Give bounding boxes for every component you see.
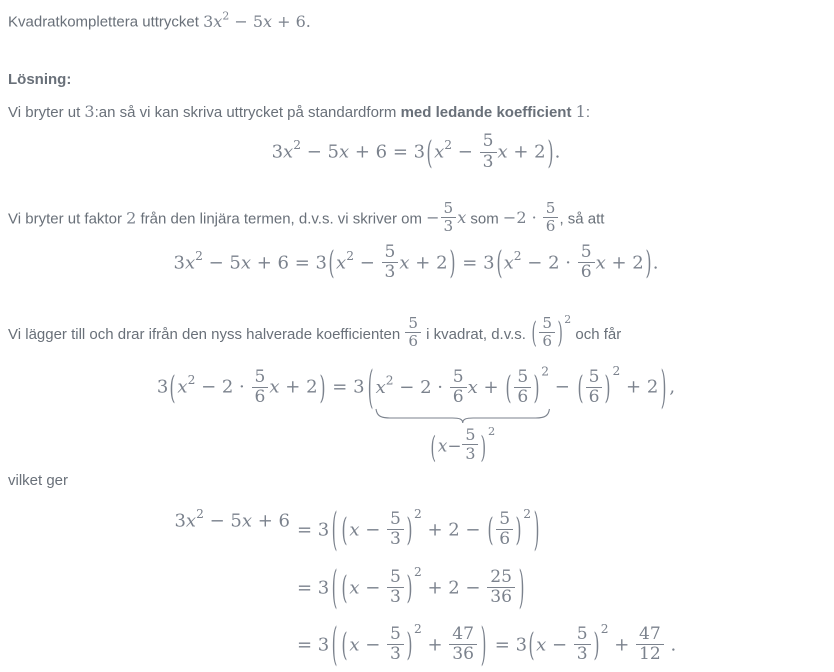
math-superscript: 2 bbox=[195, 248, 203, 263]
math-superscript: 2 bbox=[413, 564, 422, 579]
fraction-denominator: 12 bbox=[636, 644, 664, 664]
parenthesis: ) bbox=[449, 244, 456, 283]
inline-math bbox=[576, 102, 586, 121]
parenthesis: ( bbox=[430, 429, 437, 465]
math-variable: x bbox=[185, 510, 197, 532]
fraction-numerator: 5 bbox=[254, 366, 266, 387]
fraction-denominator: 36 bbox=[487, 587, 515, 607]
math-text: + 2 bbox=[620, 377, 659, 399]
inline-math bbox=[530, 313, 572, 351]
fraction-denominator: 6 bbox=[405, 332, 421, 350]
fraction-numerator: 5 bbox=[452, 366, 464, 387]
parenthesis: ) bbox=[480, 619, 487, 672]
inline-math bbox=[426, 198, 467, 235]
parenthesis: ( bbox=[341, 626, 348, 665]
step3-text bbox=[8, 312, 824, 350]
underbrace-group bbox=[375, 364, 550, 465]
parenthesis: ( bbox=[331, 562, 338, 615]
fraction-numerator: 5 bbox=[576, 624, 588, 645]
math-variable: x bbox=[240, 252, 252, 274]
fraction bbox=[578, 243, 595, 282]
math-variable: x bbox=[503, 252, 514, 274]
math-superscript: 2 bbox=[564, 313, 572, 327]
fraction bbox=[252, 368, 269, 407]
fraction bbox=[405, 315, 421, 350]
fraction-numerator: 5 bbox=[580, 241, 592, 262]
math-superscript: 2 bbox=[385, 373, 394, 388]
text-run: i kvadrat, d.v.s. bbox=[422, 325, 531, 343]
math-superscript: 2 bbox=[600, 621, 609, 636]
math-variable: x bbox=[283, 142, 294, 164]
fraction-numerator: 5 bbox=[408, 314, 419, 333]
math-text: − bbox=[359, 519, 387, 541]
parenthesis: ( bbox=[487, 512, 494, 550]
text-run: Vi lägger till och drar ifrån den nyss halverade koefficienten bbox=[8, 325, 405, 343]
math-text: + 2 − bbox=[421, 519, 487, 541]
parenthesis: ( bbox=[577, 369, 584, 407]
math-text: 3 bbox=[203, 11, 214, 31]
math-text: + 6. bbox=[272, 11, 311, 31]
math-variable: x bbox=[595, 252, 606, 274]
bold-text-run: med ledande koefficient bbox=[400, 103, 576, 121]
math-text: − bbox=[359, 634, 387, 656]
math-superscript: 2 bbox=[196, 507, 204, 522]
math-variable: x bbox=[338, 142, 350, 164]
underbrace-content bbox=[375, 364, 550, 407]
math-variable: x bbox=[399, 252, 410, 274]
fraction-numerator: 5 bbox=[443, 198, 454, 217]
parenthesis: ( bbox=[328, 244, 335, 283]
math-text: 3 bbox=[271, 142, 284, 164]
math-text: = 3 bbox=[297, 577, 330, 599]
fraction-denominator: 3 bbox=[387, 587, 404, 607]
fraction-denominator: 3 bbox=[462, 444, 478, 463]
equation-step2 bbox=[8, 243, 824, 282]
math-text: − bbox=[426, 208, 440, 228]
fraction-denominator: 6 bbox=[514, 387, 531, 407]
fraction-denominator: 3 bbox=[387, 529, 404, 549]
math-text: = 3 bbox=[489, 634, 528, 656]
fraction bbox=[441, 200, 457, 235]
math-superscript: 2 bbox=[222, 9, 230, 22]
parenthesis: ) bbox=[605, 369, 611, 407]
equation-rhs bbox=[297, 504, 542, 558]
math-variable: x bbox=[467, 377, 478, 399]
solution-heading: Lösning: bbox=[8, 71, 72, 89]
fraction-denominator: 3 bbox=[574, 644, 591, 664]
fraction-numerator: 47 bbox=[639, 624, 661, 645]
parenthesis: ( bbox=[341, 569, 348, 607]
math-text: + 6 = 3 bbox=[349, 142, 426, 164]
text-run: som bbox=[466, 210, 503, 228]
math-text: + bbox=[421, 634, 449, 656]
fraction-denominator: 6 bbox=[252, 387, 269, 407]
math-variable: x bbox=[375, 377, 386, 399]
fraction bbox=[487, 568, 515, 607]
parenthesis: ) bbox=[593, 626, 600, 665]
math-text: 3 bbox=[84, 101, 95, 121]
text-run: Vi bryter ut bbox=[8, 103, 85, 121]
math-variable: x bbox=[497, 142, 508, 164]
math-text: − bbox=[452, 142, 479, 164]
fraction-denominator: 6 bbox=[578, 262, 595, 282]
fraction-denominator: 6 bbox=[496, 529, 513, 549]
math-text: + 6 = 3 bbox=[251, 252, 327, 274]
equation-row bbox=[8, 619, 824, 672]
math-text: , bbox=[669, 377, 676, 399]
equation-rhs bbox=[297, 562, 527, 615]
math-text: = 3 bbox=[297, 519, 330, 541]
fraction bbox=[543, 200, 559, 235]
parenthesis: ) bbox=[518, 562, 525, 615]
math-variable: x bbox=[213, 11, 223, 31]
fraction-numerator: 5 bbox=[390, 509, 401, 530]
math-text: − bbox=[546, 634, 573, 656]
math-text: 3 bbox=[156, 377, 169, 399]
math-variable: x bbox=[457, 208, 467, 228]
parenthesis: ( bbox=[341, 512, 348, 550]
math-text: . bbox=[554, 142, 561, 164]
parenthesis: ) bbox=[645, 244, 652, 283]
parenthesis: ) bbox=[533, 369, 540, 407]
step2-text bbox=[8, 200, 824, 235]
math-text: − bbox=[549, 377, 576, 399]
text-run: , så att bbox=[559, 210, 605, 228]
math-text: −2 · bbox=[502, 208, 542, 228]
math-variable: x bbox=[241, 510, 253, 532]
math-superscript: 2 bbox=[293, 138, 301, 153]
math-text: + 2 bbox=[507, 142, 546, 164]
fraction-numerator: 5 bbox=[482, 131, 494, 152]
text-run: från den linjära termen, d.v.s. vi skriver om bbox=[136, 210, 427, 228]
math-text: − 2 · bbox=[195, 377, 251, 399]
fraction-numerator: 5 bbox=[588, 366, 600, 387]
fraction-numerator: 5 bbox=[499, 509, 511, 530]
text-run: vilket ger bbox=[8, 471, 69, 489]
fraction-numerator: 5 bbox=[384, 241, 396, 262]
equation-row bbox=[8, 504, 824, 558]
parenthesis: ) bbox=[661, 361, 667, 415]
fraction-numerator: 5 bbox=[465, 425, 476, 445]
math-text: . bbox=[652, 252, 659, 274]
parenthesis: ) bbox=[319, 369, 326, 407]
inline-math bbox=[203, 9, 311, 31]
math-text: = 3 bbox=[297, 634, 330, 656]
math-text: − 5 bbox=[202, 252, 241, 274]
inline-math bbox=[84, 102, 94, 121]
fraction bbox=[382, 243, 399, 282]
math-superscript: 2 bbox=[413, 507, 422, 522]
math-text: = 3 bbox=[326, 377, 365, 399]
underbrace-icon bbox=[376, 409, 549, 423]
math-variable: x bbox=[437, 435, 448, 456]
parenthesis: ( bbox=[331, 504, 338, 558]
text-run: : bbox=[585, 103, 590, 121]
math-superscript: 2 bbox=[444, 138, 453, 153]
math-superscript: 2 bbox=[346, 248, 354, 263]
math-variable: x bbox=[184, 252, 196, 274]
math-variable: x bbox=[336, 252, 347, 274]
math-text: − 5 bbox=[203, 510, 242, 532]
fraction bbox=[496, 510, 513, 549]
equation-step1 bbox=[8, 132, 824, 171]
math-text: + bbox=[477, 377, 505, 399]
fraction-denominator: 6 bbox=[450, 387, 467, 407]
fraction-numerator: 5 bbox=[390, 566, 401, 587]
math-superscript: 2 bbox=[523, 507, 531, 522]
parenthesis: ) bbox=[406, 512, 413, 550]
fraction bbox=[387, 625, 404, 664]
math-text: − 2 · bbox=[521, 252, 577, 274]
step1-text bbox=[8, 100, 824, 125]
fraction-denominator: 3 bbox=[441, 217, 457, 235]
math-text: − bbox=[353, 252, 381, 274]
fraction bbox=[449, 625, 477, 664]
math-text: + 2 bbox=[279, 377, 318, 399]
fraction bbox=[387, 510, 404, 549]
fraction-denominator: 3 bbox=[480, 152, 497, 172]
parenthesis: ( bbox=[169, 369, 176, 407]
math-superscript: 2 bbox=[187, 373, 196, 388]
fraction-denominator: 6 bbox=[586, 387, 603, 407]
parenthesis: ( bbox=[426, 134, 433, 172]
fraction-numerator: 5 bbox=[545, 198, 556, 217]
fraction bbox=[514, 368, 531, 407]
fraction bbox=[539, 315, 555, 350]
math-text: + 2 − bbox=[421, 577, 487, 599]
fraction bbox=[636, 625, 664, 664]
fraction bbox=[480, 132, 497, 171]
equation-lhs bbox=[8, 565, 290, 607]
math-variable: x bbox=[269, 377, 280, 399]
math-superscript: 2 bbox=[513, 248, 522, 263]
math-text: − 2 · bbox=[393, 377, 449, 399]
fraction-denominator: 36 bbox=[449, 644, 477, 664]
math-text: 3 bbox=[174, 510, 186, 532]
fraction bbox=[462, 426, 478, 463]
math-superscript: 2 bbox=[612, 364, 621, 379]
math-text: − 5 bbox=[229, 11, 263, 31]
fraction bbox=[387, 568, 404, 607]
fraction-numerator: 25 bbox=[490, 566, 513, 587]
underbrace-label bbox=[429, 424, 495, 463]
parenthesis: ( bbox=[531, 315, 537, 350]
parenthesis: ( bbox=[367, 361, 373, 415]
parenthesis: ( bbox=[496, 244, 503, 283]
parenthesis: ( bbox=[505, 369, 512, 407]
math-text: 2 bbox=[126, 208, 137, 228]
inline-math bbox=[126, 208, 136, 227]
equation-step3-underbrace bbox=[8, 361, 824, 465]
final-derivation bbox=[8, 504, 824, 672]
text-run: och får bbox=[571, 325, 622, 343]
fraction-denominator: 6 bbox=[543, 217, 559, 235]
fraction-denominator: 3 bbox=[387, 644, 404, 664]
text-run: Kvadratkomplettera uttrycket bbox=[8, 13, 204, 31]
fraction-denominator: 3 bbox=[382, 262, 399, 282]
math-text: 3 bbox=[173, 252, 185, 274]
math-text: + 2 bbox=[409, 252, 448, 274]
math-variable: x bbox=[263, 11, 273, 31]
parenthesis: ) bbox=[406, 569, 413, 607]
fraction bbox=[574, 625, 591, 664]
math-text: + 6 bbox=[252, 510, 290, 532]
math-text: − bbox=[447, 435, 462, 456]
parenthesis: ) bbox=[557, 315, 563, 350]
math-text: = 3 bbox=[456, 252, 495, 274]
inline-math bbox=[404, 314, 422, 351]
equation-row bbox=[8, 562, 824, 615]
fraction-numerator: 5 bbox=[517, 366, 529, 387]
parenthesis: ( bbox=[331, 619, 338, 672]
math-text: + 2 bbox=[605, 252, 644, 274]
math-text: − 5 bbox=[300, 142, 339, 164]
equation-rhs bbox=[297, 619, 677, 672]
math-variable: x bbox=[349, 519, 360, 541]
math-superscript: 2 bbox=[541, 364, 550, 379]
text-run: Vi bryter ut faktor bbox=[8, 210, 127, 228]
fraction-numerator: 5 bbox=[542, 314, 553, 333]
math-variable: x bbox=[177, 377, 188, 399]
math-superscript: 2 bbox=[488, 423, 496, 438]
equation-lhs bbox=[8, 507, 290, 549]
math-variable: x bbox=[349, 634, 360, 656]
math-text: + bbox=[608, 634, 636, 656]
problem-statement bbox=[8, 8, 824, 34]
fraction bbox=[450, 368, 467, 407]
inline-math bbox=[502, 198, 560, 235]
fraction-numerator: 5 bbox=[390, 624, 401, 645]
math-variable: x bbox=[536, 634, 547, 656]
fraction-denominator: 6 bbox=[539, 332, 555, 350]
parenthesis: ) bbox=[515, 512, 522, 550]
math-text: − bbox=[359, 577, 387, 599]
connector-text bbox=[8, 469, 824, 492]
parenthesis: ) bbox=[406, 626, 413, 665]
math-text: 1 bbox=[575, 101, 586, 121]
fraction bbox=[586, 368, 603, 407]
equation-lhs bbox=[8, 622, 290, 664]
math-variable: x bbox=[434, 142, 445, 164]
fraction-numerator: 47 bbox=[452, 624, 475, 645]
math-variable: x bbox=[349, 577, 360, 599]
parenthesis: ) bbox=[533, 504, 540, 558]
text-run: :an så vi kan skriva uttrycket på standardform bbox=[94, 103, 401, 121]
math-text: . bbox=[664, 634, 677, 656]
parenthesis: ) bbox=[547, 134, 554, 172]
parenthesis: ) bbox=[480, 429, 487, 465]
parenthesis: ( bbox=[528, 626, 535, 665]
math-superscript: 2 bbox=[413, 621, 422, 636]
